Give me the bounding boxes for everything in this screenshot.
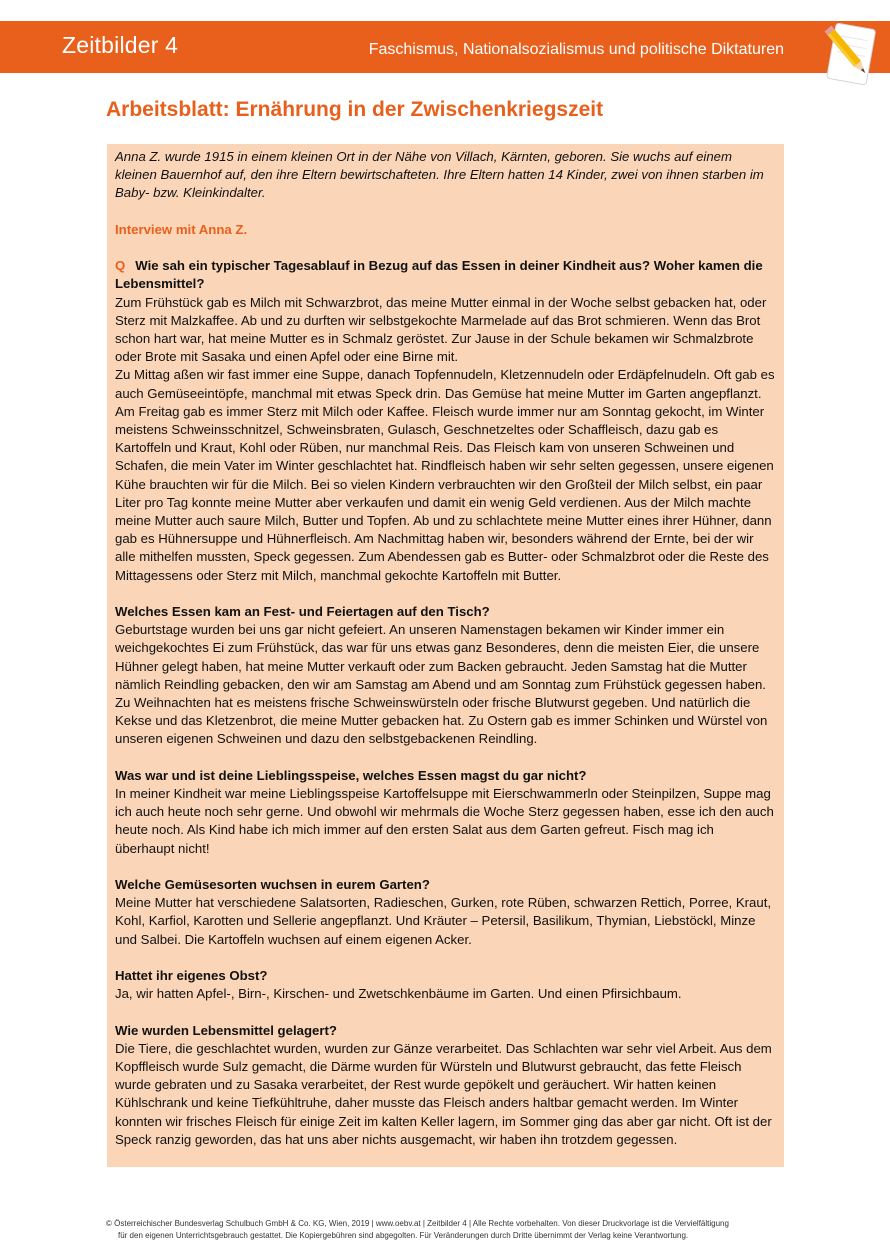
question-3: Was war und ist deine Lieblingsspeise, welches Essen magst du gar nicht?: [115, 767, 587, 783]
question-1: [115, 257, 776, 293]
intro-text: Anna Z. wurde 1915 in einem kleinen Ort in der Nähe von Villach, Kärnten, geboren. Sie wuchs auf einem kleinen Bauernhof auf, den ihre Eltern bewirtschafteten. Ihre Eltern hatten 14 Kinder, zwei von ihnen starben im Baby- bzw. Kleinkindalter.: [115, 149, 764, 201]
footer-line-1: © Österreichischer Bundesverlag Schulbuch GmbH & Co. KG, Wien, 2019 | www.oebv.at | Zeitbilder 4 | Alle Rechte vorbehalten. Von dieser Druckvorlage ist die Vervielfältigung: [106, 1219, 729, 1228]
answer-paragraph: Ja, wir hatten Apfel-, Birn-, Kirschen- und Zwetschkenbäume im Garten. Und einen Pfirsichbaum.: [115, 986, 682, 1002]
answer-paragraph: Meine Mutter hat verschiedene Salatsorten, Radieschen, Gurken, rote Rüben, schwarzen Rettich, Porree, Kraut, Kohl, Karfiol, Karotten und Sellerie angepflanzt. Und Kräuter – Petersil, Basilikum, Thymian, Liebstöckl, Minze und Salbei. Die Kartoffeln wuchsen auf einem eigenen Acker.: [115, 895, 772, 947]
answer-paragraph: Zu Mittag aßen wir fast immer eine Suppe, danach Topfennudeln, Kletzennudeln oder Erdäpfelnudeln. Oft gab es auch Gemüseeintöpfe, manchmal mit etwas Speck drin. Das Gemüse hat meine Mutter im Garten angepflanzt. Am Freitag gab es immer Sterz mit Milch oder Kaffee. Fleisch wurde immer nur am Sonntag gekocht, im Winter meistens Schweinsschnitzel, Schweinsbraten, Gulasch, Geschnetzeltes oder Schaffleisch, dazu gab es Kartoffeln und Kraut, Kohl oder Rüben, nur manchmal Reis. Das Fleisch kam von unseren Schweinen und Schafen, die mein Vater im Winter geschlachtet hat. Rindfleisch haben wir sehr selten gegessen, unsere eigenen Kühe brauchten wir für die Milch. Bei so vielen Kindern verbrauchten wir den Großteil der Milch selbst, ein paar Liter pro Tag konnte meine Mutter aber verkaufen und damit ein wenig Geld verdienen. Aus der Milch machte meine Mutter auch saure Milch, Butter und Topfen. Ab und zu schlachtete meine Mutter eines ihrer Hühner, dann gab es Hühnersuppe und Hühnerfleisch. Am Nachmittag haben wir, besonders während der Ernte, bei der wir alle mithelfen mussten, Speck gegessen. Zum Abendessen gab es Butter- oder Schmalzbrot oder die Reste des Mittagessens oder Sterz mit Milch, manchmal gekochte Kartoffeln mit Butter.: [115, 367, 775, 583]
page-title: Arbeitsblatt: Ernährung in der Zwischenkriegszeit: [106, 98, 604, 121]
question-2: Welches Essen kam an Fest- und Feiertagen auf den Tisch?: [115, 604, 490, 620]
answer-paragraph: Die Tiere, die geschlachtet wurden, wurden zur Gänze verarbeitet. Das Schlachten war sehr viel Arbeit. Aus dem Kopffleisch wurde Sulz gemacht, die Därme wurden für Würsteln und Blutwurst gebraucht, das fette Fleisch wurde gebraten und zu Sasaka verarbeitet, der Rest wurde gepökelt und geräuchert. Wir hatten keinen Kühlschrank und keine Tiefkühltruhe, daher musste das Fleisch anders haltbar gemacht werden. Im Winter konnten wir frisches Fleisch für einige Zeit im kalten Keller lagern, im Sommer ging das aber gar nicht. Oft ist der Speck ranzig geworden, das hat uns aber nichts ausgemacht, wir haben ihn trotzdem gegessen.: [115, 1040, 772, 1147]
pencil-icon: [822, 18, 880, 92]
answer-paragraph: Geburtstage wurden bei uns gar nicht gefeiert. An unseren Namenstagen bekamen wir Kinder immer ein weichgekochtes Ei zum Frühstück, das war für uns etwas ganz Besonderes, denn die meisten Eier, die unsere Hühner gelegt haben, hat meine Mutter verkauft oder zum Backen gebraucht. Jeden Samstag hat die Mutter nämlich Reindling gebacken, den wir am Samstag am Abend und am Sonntag zum Frühstück gegessen haben. Zu Weihnachten hat es meistens frische Schweinswürsteln oder frische Blutwurst gegeben. Und natürlich die Kekse und das Kletzenbrot, die meine Mutter gebacken hat. Zu Ostern gab es immer Schinken und Würstel von unseren eigenen Schweinen und dazu den selbstgebackenen Reindling.: [115, 622, 768, 747]
footer-line-2: für den eigenen Unterrichtsgebrauch gestattet. Die Kopiergebühren sind abgegolten. Für Veränderungen durch Dritte übernimmt der Verlag keine Verantwortung.: [118, 1231, 689, 1240]
brand-title: Zeitbilder 4: [62, 32, 179, 58]
question-5: Hattet ihr eigenes Obst?: [115, 968, 268, 984]
interview-heading: Interview mit Anna Z.: [115, 221, 248, 237]
question-4: Welche Gemüsesorten wuchsen in eurem Garten?: [115, 877, 430, 893]
header-subtitle: Faschismus, Nationalsozialismus und politische Diktaturen: [368, 41, 784, 58]
header-bar: [0, 21, 890, 73]
answer-paragraph: In meiner Kindheit war meine Lieblingsspeise Kartoffelsuppe mit Eierschwammerln oder Steinpilzen, Suppe mag ich auch heute noch sehr gerne. Und obwohl wir mehrmals die Woche Sterz gegessen haben, esse ich den auch heute noch. Als Kind habe ich mich immer auf den ersten Salat aus dem Garten gefreut. Fisch mag ich überhaupt nicht!: [115, 786, 774, 856]
q-marker: Q: [115, 258, 126, 274]
question-text: Wie sah ein typischer Tagesablauf in Bezug auf das Essen in deiner Kindheit aus? Woher kamen die Lebensmittel?: [115, 258, 763, 292]
answer-paragraph: Zum Frühstück gab es Milch mit Schwarzbrot, das meine Mutter einmal in der Woche selbst gebacken hat, oder Sterz mit Malzkaffee. Ab und zu durften wir selbstgekochte Marmelade auf das Brot schmieren. Wenn das Brot schon hart war, hat meine Mutter es in Schmalz geröstet. Zur Jause in der Schule bekamen wir Schmalzbrote oder Brote mit Sasaka und einen Apfel oder eine Birne mit.: [115, 294, 767, 365]
footer-copyright: [106, 1218, 806, 1242]
worksheet-box: [107, 144, 784, 1167]
question-6: Wie wurden Lebensmittel gelagert?: [115, 1022, 337, 1038]
